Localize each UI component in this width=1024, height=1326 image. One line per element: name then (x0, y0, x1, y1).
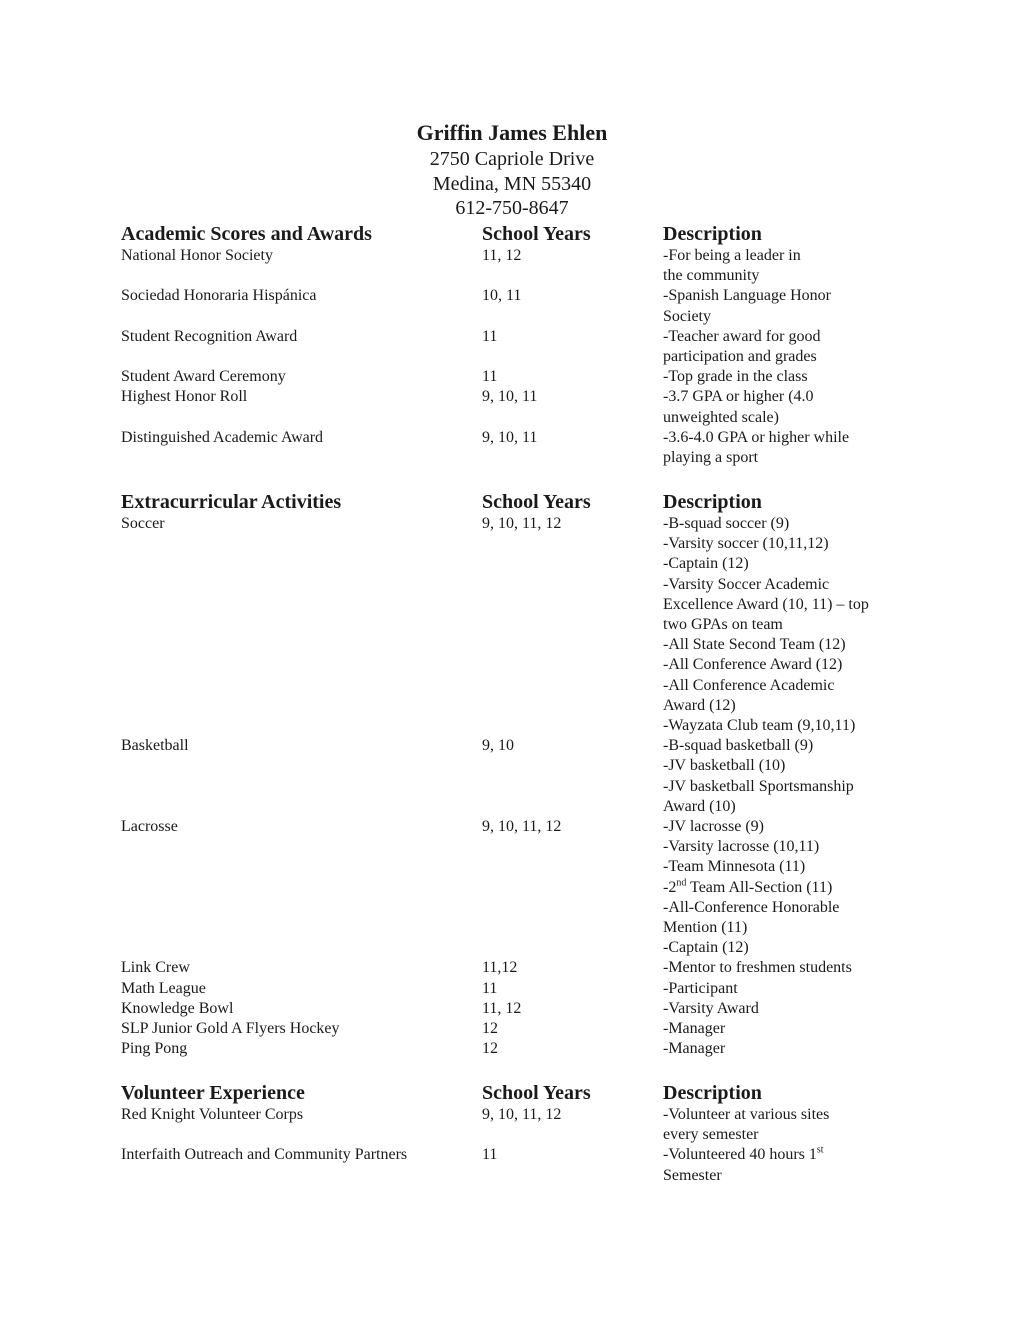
description-line: -Volunteered 40 hours 1st (663, 1145, 824, 1164)
description-line: -Varsity lacrosse (10,11) (663, 838, 820, 856)
entry-name: Ping Pong (121, 1040, 188, 1058)
entry-row (121, 1145, 911, 1185)
description-line: -Captain (12) (663, 555, 749, 573)
description-line: unweighted scale) (663, 408, 779, 426)
entry-name: Distinguished Academic Award (121, 428, 324, 446)
entry-years: 11 (482, 1146, 498, 1164)
description-line: -Spanish Language Honor (663, 287, 831, 305)
entry-description (663, 1019, 911, 1039)
description-line: Award (12) (663, 696, 736, 714)
entry-years: 12 (482, 1020, 498, 1038)
description-line: -For being a leader in (663, 247, 801, 264)
description-line: Society (663, 307, 711, 325)
entry-description (663, 286, 911, 326)
description-line: -All State Second Team (12) (663, 636, 846, 654)
section-extracurricular (121, 490, 911, 1059)
entry-years: 11, 12 (482, 999, 522, 1017)
description-line: every semester (663, 1126, 759, 1144)
entry-years: 10, 11 (482, 287, 522, 305)
entry-description (663, 958, 911, 978)
section-header-row (121, 1081, 911, 1105)
years-header: School Years (482, 1082, 591, 1104)
entry-description (663, 367, 911, 387)
entry-name: Knowledge Bowl (121, 999, 234, 1017)
entry-name: Link Crew (121, 959, 190, 977)
entry-years: 11, 12 (482, 247, 522, 264)
entry-years: 11 (482, 979, 498, 997)
section-academic (121, 222, 911, 468)
entry-years: 9, 10, 11 (482, 388, 538, 406)
entry-years: 9, 10, 11, 12 (482, 818, 562, 836)
entry-row (121, 1039, 911, 1059)
entry-row (121, 1105, 911, 1145)
years-header: School Years (482, 223, 591, 245)
entry-description (663, 1145, 911, 1185)
entry-name: Student Recognition Award (121, 327, 298, 345)
section-title: Volunteer Experience (121, 1082, 305, 1104)
description-line: -Team Minnesota (11) (663, 858, 806, 876)
section-header-row (121, 490, 911, 514)
entry-description (663, 428, 911, 468)
applicant-name: Griffin James Ehlen (416, 120, 608, 145)
entry-list (121, 246, 911, 468)
description-header: Description (663, 1082, 762, 1104)
entry-years: 11 (482, 368, 498, 386)
entry-years: 9, 10, 11, 12 (482, 1106, 562, 1123)
entry-years: 9, 10, 11, 12 (482, 515, 562, 532)
entry-description (663, 327, 911, 367)
description-line: -Teacher award for good (663, 327, 821, 345)
entry-row (121, 327, 911, 367)
description-line: -2nd Team All-Section (11) (663, 877, 833, 896)
description-line: -JV lacrosse (9) (663, 818, 765, 836)
entry-years: 11 (482, 327, 498, 345)
description-line: -Varsity Award (663, 999, 759, 1017)
entry-name: National Honor Society (121, 247, 273, 264)
entry-description (663, 817, 911, 958)
entry-row (121, 1019, 911, 1039)
entry-name: Lacrosse (121, 818, 178, 836)
section-header-row (121, 222, 911, 246)
section-volunteer (121, 1081, 911, 1186)
description-line: -Manager (663, 1040, 726, 1058)
description-line: -Manager (663, 1020, 726, 1038)
description-line: -All Conference Award (12) (663, 656, 843, 674)
description-line: playing a sport (663, 449, 759, 467)
entry-row (121, 999, 911, 1019)
description-line: -3.7 GPA or higher (4.0 (663, 388, 814, 406)
entry-name: Highest Honor Roll (121, 388, 248, 406)
description-line: -Top grade in the class (663, 368, 808, 386)
description-line: -Varsity Soccer Academic (663, 575, 830, 593)
entry-list (121, 514, 911, 1059)
entry-row (121, 286, 911, 326)
entry-row (121, 387, 911, 427)
description-line: Mention (11) (663, 919, 748, 937)
description-line: -B-squad soccer (9) (663, 515, 790, 532)
entry-name: Basketball (121, 737, 189, 755)
entry-description (663, 1105, 911, 1145)
phone-number: 612-750-8647 (455, 197, 569, 219)
entry-description (663, 979, 911, 999)
description-line: -Wayzata Club team (9,10,11) (663, 717, 856, 735)
entry-description (663, 1039, 911, 1059)
description-line: the community (663, 267, 760, 285)
entry-description (663, 514, 911, 736)
section-title: Academic Scores and Awards (121, 223, 372, 245)
description-line: participation and grades (663, 348, 817, 366)
entry-name: SLP Junior Gold A Flyers Hockey (121, 1020, 340, 1038)
description-line: -Captain (12) (663, 939, 749, 957)
entry-name: Interfaith Outreach and Community Partners (121, 1146, 408, 1164)
entry-years: 12 (482, 1040, 498, 1058)
entry-row (121, 367, 911, 387)
address-line-2: Medina, MN 55340 (432, 172, 592, 195)
description-line: -All Conference Academic (663, 676, 835, 694)
entry-row (121, 736, 911, 817)
description-line: two GPAs on team (663, 616, 783, 634)
entry-row (121, 817, 911, 958)
description-line: -Varsity soccer (10,11,12) (663, 535, 829, 553)
description-line: -JV basketball (10) (663, 757, 786, 775)
description-line: -JV basketball Sportsmanship (663, 777, 854, 795)
entry-years: 9, 10 (482, 737, 514, 755)
entry-years: 9, 10, 11 (482, 428, 538, 446)
entry-row (121, 514, 911, 736)
description-line: Award (10) (663, 797, 736, 815)
description-line: -3.6-4.0 GPA or higher while (663, 428, 850, 446)
description-line: -Volunteer at various sites (663, 1106, 830, 1123)
entry-row (121, 246, 911, 286)
address-line-1: 2750 Capriole Drive (429, 148, 595, 170)
entry-row (121, 958, 911, 978)
years-header: School Years (482, 491, 591, 513)
description-line: -All-Conference Honorable (663, 898, 840, 916)
entry-row (121, 428, 911, 468)
section-title: Extracurricular Activities (121, 491, 342, 513)
entry-name: Soccer (121, 515, 165, 532)
entry-row (121, 979, 911, 999)
entry-description (663, 246, 911, 286)
description-header: Description (663, 223, 762, 245)
description-line: Semester (663, 1166, 722, 1184)
description-line: -Participant (663, 979, 738, 997)
entry-description (663, 387, 911, 427)
description-line: Excellence Award (10, 11) – top (663, 595, 869, 613)
description-line: -B-squad basketball (9) (663, 737, 814, 755)
description-header: Description (663, 491, 762, 513)
entry-years: 11,12 (482, 959, 518, 977)
entry-description (663, 999, 911, 1019)
description-line: -Mentor to freshmen students (663, 959, 852, 977)
entry-description (663, 736, 911, 817)
resume-header (0, 119, 1024, 221)
entry-list (121, 1105, 911, 1186)
entry-name: Sociedad Honoraria Hispánica (121, 287, 317, 305)
entry-name: Red Knight Volunteer Corps (121, 1106, 304, 1123)
entry-name: Student Award Ceremony (121, 368, 286, 386)
entry-name: Math League (121, 979, 206, 997)
